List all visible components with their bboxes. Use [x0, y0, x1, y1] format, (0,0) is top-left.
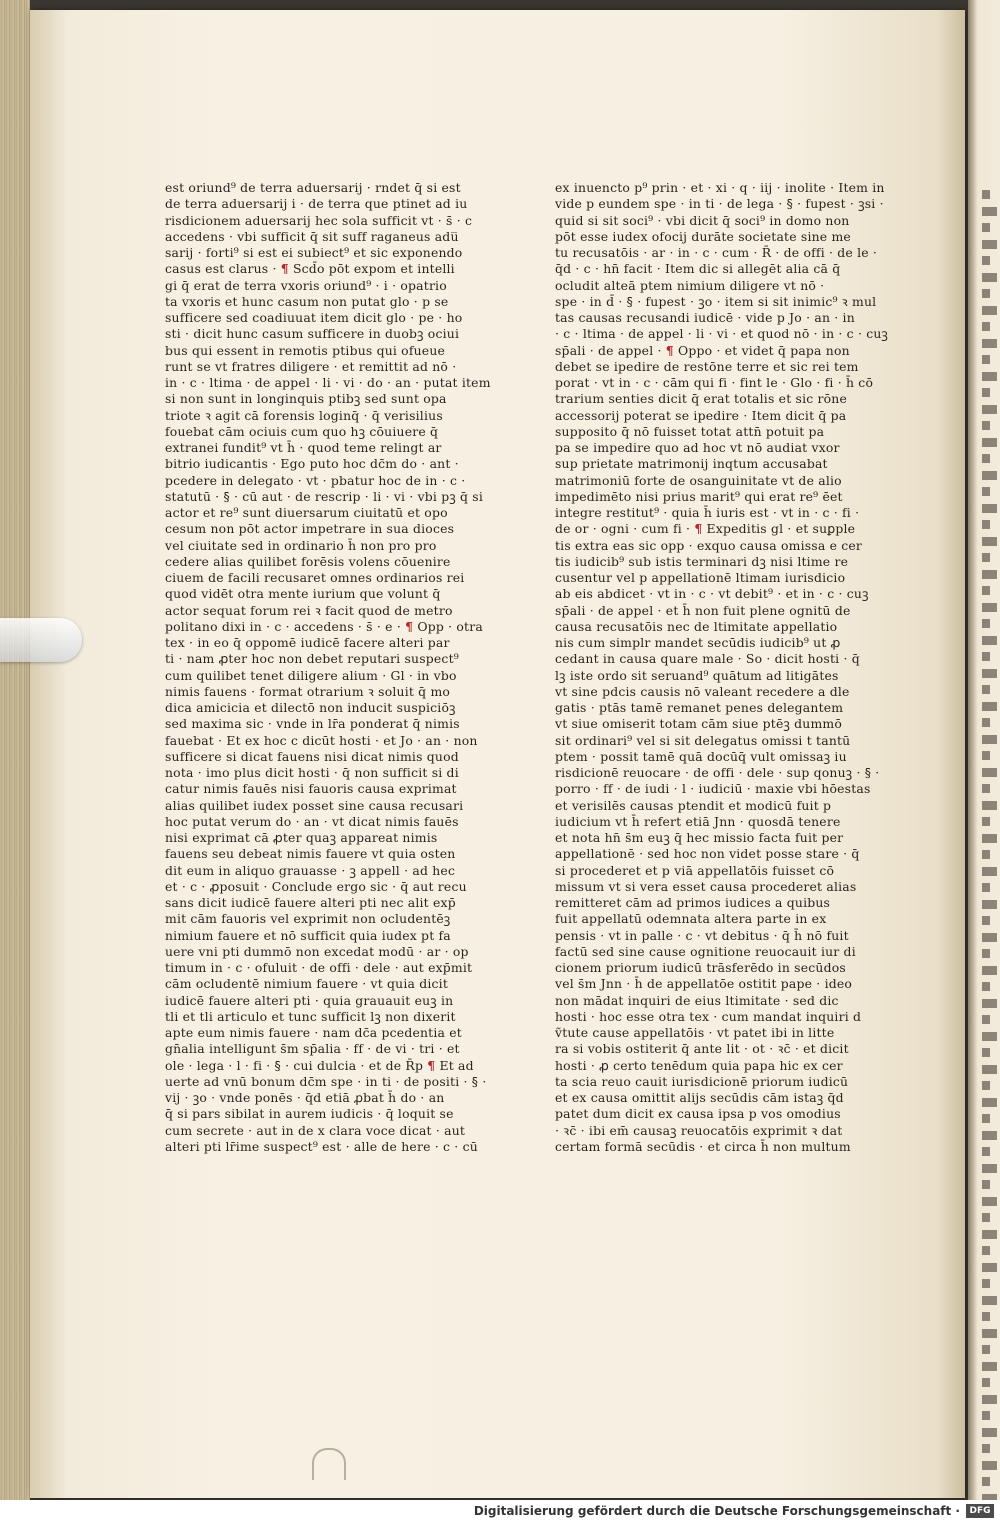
text-line: et ex causa omittit alijs secūdis cām istaꝫ q̄d — [555, 1090, 844, 1105]
facing-page-text-fragment — [982, 966, 997, 975]
facing-page-text-fragment — [982, 669, 997, 678]
text-line: sans dicit iudicē fauere alteri pti nec alit exp̄ — [165, 895, 456, 910]
text-line: ex inuencto p⁹ prin · et · xi · q · iij · inolite · Item in — [555, 180, 885, 195]
text-line: risdicionem aduersarij hec sola sufficit vt · s̄ · c — [165, 212, 473, 228]
facing-page-text-fragment — [982, 570, 997, 579]
facing-page-text-fragment — [982, 652, 990, 661]
facing-page-text-fragment — [982, 1362, 997, 1371]
text-line: factū sed sine cause ognitione reuocauit iur di — [555, 943, 856, 959]
facing-page-text-fragment — [982, 256, 990, 265]
text-line: actor sequat forum rei ꝛ facit quod de metro — [165, 602, 453, 618]
text-line: risdicionē reuocare · de offi · dele · sup qonuꝫ · §̄ · — [555, 765, 880, 780]
text-line: sarij · forti⁹ si est ei subiect⁹ et sic exponendo — [165, 245, 463, 260]
text-line: ta vxoris et hunc casum non putat glo · p se — [165, 293, 449, 309]
text-line: · c · ltima · de appel · li · vi · et quod nō · in · c · cuꝫ — [555, 326, 889, 342]
facing-page-text-fragment — [982, 1081, 990, 1090]
facing-page-text-fragment — [982, 999, 997, 1008]
facing-page-text-fragment — [982, 322, 990, 331]
text-line: debet se ipedire de restōne terre et sic rei tem — [555, 358, 859, 374]
text-line: q̄d · c · hn̄ facit · Item dic si allegēt alia cā q̄ — [555, 261, 841, 277]
facing-page-text-fragment — [982, 982, 990, 991]
facing-page-text-fragment — [982, 1329, 997, 1338]
text-line: tex · in eo q̄ oppomē iudicē facere alteri par — [165, 635, 450, 650]
text-line: tis extra eas sic opp · exquo causa omissa e cer — [555, 537, 863, 553]
text-line: dica amicicia et dilectō non inducit suspiciōꝫ — [165, 700, 456, 715]
facing-page-text-fragment — [982, 421, 990, 430]
facing-page-text-fragment — [982, 207, 997, 216]
facing-page-text-fragment — [982, 1015, 990, 1024]
facing-page-text-fragment — [982, 636, 997, 645]
text-line: vide p eundem spe · in ti · de lega · §̄ · fupest · ꝫsi · — [555, 196, 884, 212]
text-line: tu recusatōis · ar · in · c · cum · R̄ · de offi · de le · — [555, 245, 878, 260]
facing-page-text-fragment — [982, 273, 997, 282]
facing-page-text-fragment — [982, 438, 997, 447]
text-line: cum quilibet tenet diligere alium · Gl · in vbo — [165, 667, 457, 683]
facing-page-text-fragment — [982, 718, 990, 727]
text-line: statutū · §̄ · cū aut · de rescrip · li · vi · vbi pꝫ q̄ si — [165, 488, 484, 504]
text-line: dit eum in aliquo grauasse · ꝫ appell · ad hec — [165, 862, 456, 878]
text-line: si procederet et p viā appellatōis fuisset cō — [555, 862, 835, 878]
text-line: iudicē fauere alteri pti · quia grauauit euꝫ in — [165, 992, 454, 1008]
facing-page-text-fragment — [982, 454, 990, 463]
facing-page-text-fragment — [982, 504, 997, 513]
facing-page-edge — [968, 0, 1000, 1500]
text-line: ocludit alteā ptem nimium diligere vt nō · — [555, 277, 825, 293]
text-line: cedere alias quilibet forēsis volens cōuenire — [165, 553, 451, 569]
text-line: accessorij poterat se ipedire · Item dicit q̄ pa — [555, 407, 847, 423]
text-line: ta scia reuo cauit iurisdicionē priorum iudicū — [555, 1073, 849, 1089]
text-line: mit cām fauoris vel exprimit non ocludentēꝫ — [165, 911, 451, 927]
facing-page-text-fragment — [982, 883, 990, 892]
left-text-column — [165, 180, 491, 1155]
text-line: iudicium vt h̄ refert etiā Jnn · quosdā tenere — [555, 813, 841, 829]
dfg-logo-icon: DFG — [966, 1504, 994, 1518]
text-line: catur nimis fauēs nisi fauoris causa exprimat — [165, 781, 457, 797]
text-line: · ꝛc̄ · ibi em̄ causaꝫ reuocatōis exprimit ꝛ dat — [555, 1122, 843, 1138]
facing-page-text-fragment — [982, 801, 997, 810]
text-line: sufficere sed coadiuuat item dicit glo · pe · ho — [165, 310, 463, 325]
facing-page-text-fragment — [982, 1477, 990, 1486]
text-line: bus qui essent in remotis ptibus qui ofueue — [165, 342, 446, 358]
text-line: hoc putat verum do · an · vt dicat nimis fauēs — [165, 813, 459, 829]
facing-page-text-fragment — [982, 1164, 997, 1173]
text-line: non mādat inquiri de eius ltimitate · sed dic — [555, 992, 839, 1008]
facing-page-text-fragment — [982, 405, 997, 414]
facing-page-text-fragment — [982, 1395, 997, 1404]
text-line: ab eis abdicet · vt in · c · vt debit⁹ · et in · c · cuꝫ — [555, 586, 869, 602]
text-line: quid si sit soci⁹ · vbi dicit q̄ soci⁹ in domo non — [555, 212, 850, 228]
text-line: de or · ogni · cum fi · ¶ Expeditis gl · et suꝑple — [555, 521, 856, 537]
text-line: cedant in causa quare male · So · dicit hosti · q̄ — [555, 651, 860, 667]
facing-page-text-fragment — [982, 1263, 997, 1272]
facing-page-text-fragment — [982, 388, 990, 397]
text-line: porro · ff · de iudi · l · iudiciū · maxie vbi hōestas — [555, 781, 871, 797]
facing-page-text-fragment — [982, 933, 997, 942]
facing-page-text-fragment — [982, 900, 997, 909]
text-line: cum secrete · aut in de x clara voce dicat · aut — [165, 1122, 466, 1138]
text-line: cesum non pōt actor impetrare in sua dioces — [165, 521, 455, 537]
facing-page-text-fragment — [982, 553, 990, 562]
text-line: trarium senties dicit q̄ erat totalis et sic rōne — [555, 391, 848, 407]
footer-bar — [0, 1500, 1000, 1524]
facing-page-text-fragment — [982, 1428, 997, 1437]
facing-page-text-fragment — [982, 471, 997, 480]
facing-page-text-fragment — [982, 817, 990, 826]
text-line: supposito q̄ nō fuisset totat attn̄ potuit pa — [555, 423, 825, 439]
facing-page-text-fragment — [982, 768, 997, 777]
book-edge — [0, 0, 30, 1500]
text-line: ra si vobis ostiterit q̄ ante lit · ot · ꝛc̄ · et dicit — [555, 1041, 849, 1057]
text-line: et verisilēs causas ptendit et modicū fuit p — [555, 797, 832, 813]
text-line: pcedere in delegato · vt · pbatur hoc de in · c · — [165, 472, 466, 488]
text-line: de terra aduersarij i · de terra que ptinet ad iu — [165, 196, 468, 212]
facing-page-text-fragment — [982, 1312, 990, 1321]
text-line: apte eum nimis fauere · nam dc̄a pcedentia et — [165, 1025, 462, 1040]
facing-page-text-fragment — [982, 240, 997, 249]
text-line: matrimoniū forte de osanguinitate vt de alio — [555, 472, 842, 488]
text-line: nisi exprimat cā ꝓter quaꝫ appareat nimis — [165, 830, 438, 845]
text-line: runt se vt fratres diligere · et remittit ad nō · — [165, 358, 457, 374]
text-line: vel s̄m Jnn · h̄ de appellatōe ostitit pape · ideo — [555, 976, 853, 992]
facing-page-text-fragment — [982, 355, 990, 364]
text-line: sufficere si dicat fauens nisi dicat nimis quod — [165, 748, 459, 764]
facing-page-text-fragment — [982, 289, 990, 298]
facing-page-text-fragment — [982, 1213, 990, 1222]
text-line: remitteret cām ad primos iudices a quibus — [555, 895, 831, 910]
facing-page-text-fragment — [982, 306, 997, 315]
facing-page-text-fragment — [982, 372, 997, 381]
text-line: cām ocludentē nimium fauere · vt quia dicit — [165, 976, 449, 992]
text-line: triote ꝛ agit cā forensis loginq̄ · q̄ verisilius — [165, 407, 443, 423]
facing-page-text-fragment — [982, 784, 990, 793]
facing-page-text-fragment — [982, 339, 997, 348]
text-line: hosti · hoc esse otra tex · cum mandat inquiri d — [555, 1008, 862, 1024]
text-line: fauebat · Et ex hoc c dicūt hosti · et Jo · an · non — [165, 732, 478, 748]
text-line: alias quilibet iudex posset sine causa recusari — [165, 797, 464, 813]
facing-page-text-fragment — [982, 1279, 990, 1288]
facing-page-text-fragment — [982, 1197, 997, 1206]
text-line: appellationē · sed hoc non videt posse stare · q̄ — [555, 846, 860, 862]
text-line: si non sunt in longinquis ptibꝫ sed sunt opa — [165, 391, 447, 407]
text-line: lꝫ iste ordo sit seruand⁹ quātum ad litigātes — [555, 667, 839, 683]
text-line: ṽtute cause appellatōis · vt patet ibi in litte — [555, 1025, 835, 1040]
facing-page-text-fragment — [982, 1461, 997, 1470]
text-line: sp̄ali · de appel · et h̄ non fuit plene ognitū de — [555, 602, 851, 618]
text-line: fouebat cām ociuis cum quo hꝫ cōuiuere q̄ — [165, 423, 439, 439]
text-line: sti · dicit hunc casum sufficere in duobꝫ ociui — [165, 326, 460, 342]
facing-page-text-fragment — [982, 190, 990, 199]
text-line: pōt esse iudex ofocij durāte societate sine me — [555, 228, 851, 244]
text-line: sed maxima sic · vnde in lr̄a ponderat q̄ nimis — [165, 716, 460, 732]
right-text-column — [555, 180, 889, 1155]
facing-page-text-fragment — [982, 1147, 990, 1156]
facing-page-text-fragment — [982, 603, 997, 612]
facing-page-text-fragment — [982, 586, 990, 595]
facing-page-text-fragment — [982, 537, 997, 546]
facing-page-text-fragment — [982, 1444, 990, 1453]
text-line: cusentur vel p appellationē ltimam iurisdicio — [555, 570, 846, 585]
text-line: patet dum dicit ex causa ipsa p vos omodius — [555, 1106, 841, 1122]
text-line: porat · vt in · c · cām qui fi · fint le · Glo · fi · h̄ cō — [555, 375, 874, 390]
text-line: tas causas recusandi iudicē · vide p Jo · an · in — [555, 310, 855, 325]
facing-page-text-fragment — [982, 487, 990, 496]
text-line: et · c · ꝓposuit · Conclude ergo sic · q̄ aut recu — [165, 878, 467, 894]
text-line: nimis fauens · format otrarium ꝛ soluit q̄ mo — [165, 683, 451, 699]
facing-page-text-fragment — [982, 223, 990, 232]
facing-page-text-fragment — [982, 834, 997, 843]
text-line: fuit appellatū odemnata altera parte in ex — [555, 911, 827, 927]
facing-page-text-fragment — [982, 1230, 997, 1239]
facing-page-text-fragment — [982, 1411, 990, 1420]
text-line: casus est clarus · ¶ Scd̄o pōt expom et intelli — [165, 261, 455, 277]
footer-credit: Digitalisierung gefördert durch die Deutsche Forschungsgemeinschaft · — [473, 1504, 960, 1518]
facing-page-text-fragment — [982, 619, 990, 628]
facing-page-text-fragment — [982, 949, 990, 958]
facing-page-text-fragment — [982, 1180, 990, 1189]
facing-page-text-fragment — [982, 735, 997, 744]
facing-page-text-fragment — [982, 1131, 997, 1140]
text-line: accedens · vbi sufficit q̄ sit suff raganeus adu̅ — [165, 228, 459, 244]
text-line: pa se impedire quo ad hoc vt nō audiat vxor — [555, 440, 840, 455]
text-line: gi q̄ erat de terra vxoris oriund⁹ · i · opatrio — [165, 277, 447, 293]
facing-page-text-fragment — [982, 916, 990, 925]
text-line: nimium fauere et nō sufficit quia iudex pt fa — [165, 927, 451, 943]
facing-page-text-fragment — [982, 1296, 997, 1305]
text-line: integre restitut⁹ · quia h̄ iuris est · vt in · c · fi · — [555, 505, 860, 520]
facing-page-text-fragment — [982, 867, 997, 876]
text-line: nota · imo plus dicit hosti · q̄ non sufficit si di — [165, 765, 459, 780]
text-line: q̄ si pars sibilat in aurem iudicis · q̄ loquit se — [165, 1106, 454, 1122]
facing-page-text-fragment — [982, 751, 990, 760]
text-line: ciuem de facili recusaret omnes ordinarios rei — [165, 570, 465, 585]
text-line: ti · nam ꝓter hoc non debet reputari suspect⁹ — [165, 651, 459, 667]
text-line: bitrio iudicantis · Ego puto hoc dc̄m do · ant · — [165, 456, 459, 472]
text-line: timum in · c · ofuluit · de offi · dele · aut exp̄mit — [165, 960, 473, 975]
facing-page-text-fragment — [982, 685, 990, 694]
text-line: uere vni pti dummō non excedat modū · ar · op — [165, 943, 469, 959]
facing-page-text-fragment — [982, 520, 990, 529]
facing-page-text-fragment — [982, 1048, 990, 1057]
text-line: actor et re⁹ sunt diuersarum ciuitatū et opo — [165, 505, 448, 520]
facing-page-text-fragment — [982, 1032, 997, 1041]
facing-page-text-fragment — [982, 1098, 997, 1107]
text-line: sup prietate matrimonij inqtum accusabat — [555, 456, 828, 472]
text-line: gatis · ptās tamē remanet penes delegantem — [555, 700, 844, 715]
facing-page-text-fragment — [982, 1065, 997, 1074]
text-line: sit ordinari⁹ vel si sit delegatus omissi t tantū — [555, 732, 851, 748]
text-line: pensis · vt in palle · c · vt debitus · q̄ h̄ nō fuit — [555, 927, 849, 943]
text-line: est oriund⁹ de terra aduersarij · rndet q̄ si est — [165, 180, 461, 195]
facing-page-text-fragment — [982, 1114, 990, 1123]
text-line: ole · lega · l · fi · §̄ · cui dulcia · et de R̄p ¶ Et ad — [165, 1057, 474, 1073]
text-line: vt siue omiserit totam cām siue ptēꝫ dummō — [555, 716, 843, 732]
text-line: gn̄alia intelligunt s̄m sp̄alia · ff · de vi · tri · et — [165, 1041, 460, 1057]
facing-page-text-fragment — [982, 702, 997, 711]
text-line: sp̄ali · de appel · ¶ Oppo · et videt q̄ papa non — [555, 342, 850, 358]
text-line: et nota hn̄ s̄m euꝫ q̄ hec missio facta fuit per — [555, 830, 844, 845]
text-line: cionem priorum iudicū trāsferēdo in secūdos — [555, 960, 846, 975]
text-line: extranei fundit⁹ vt h̄ · quod teme relingt ar — [165, 440, 442, 455]
text-line: ptem · possit tamē quā docūq̄ vult omissaꝫ iu — [555, 748, 847, 764]
text-line: certam formā secūdis · et circa h̄ non multum — [555, 1138, 851, 1154]
text-line: alteri pti lr̄ime suspect⁹ est · alle de here · c · cū — [165, 1138, 478, 1154]
text-line: nis cum simplr mandet secūdis iudicib⁹ ut ꝓ — [555, 635, 841, 650]
text-line: tis iudicib⁹ sub istis terminari dꝫ nisi ltime re — [555, 553, 849, 569]
text-line: fauens seu debeat nimis fauere vt quia osten — [165, 846, 456, 862]
text-line: causa recusatōis nec de ltimitate appellatio — [555, 618, 838, 634]
text-line: tli et tli articulo et tunc sufficit lꝫ non dixerit — [165, 1008, 456, 1024]
facing-page-text-fragment — [982, 1246, 990, 1255]
facing-page-text-fragment — [982, 1345, 990, 1354]
text-line: missum vt si vera esset causa procederet alias — [555, 878, 857, 894]
text-line: hosti · ꝓ certo tenēdum quia papa hic ex cer — [555, 1057, 843, 1073]
text-line: vt sine pdcis causis nō valeant recedere a dle — [555, 683, 850, 699]
text-line: quod vidēt otra mente iurium que volunt q̄ — [165, 586, 441, 602]
facing-page-text-fragment — [982, 1378, 990, 1387]
facing-page-text-fragment — [982, 850, 990, 859]
text-line: impedimēto nisi prius marit⁹ qui erat re⁹ ēet — [555, 488, 843, 504]
text-line: in · c · ltima · de appel · li · vi · do · an · putat item — [165, 375, 491, 390]
bookmark-strip — [0, 618, 82, 662]
text-line: uerte ad vnū bonum dc̄m spe · in ti · de positi · §̄ · — [165, 1073, 487, 1089]
text-line: politano dixi in · c · accedens · s̄ · e · ¶ Opp · otra — [165, 618, 483, 634]
text-line: vij · ꝫo · vnde ponēs · q̄d etiā ꝓbat h̄ do · an — [165, 1090, 445, 1105]
page-clip — [312, 1448, 346, 1480]
text-line: spe · in d̄ · §̄ · fupest · ꝫo · item si sit inimic⁹ ꝛ mul — [555, 293, 877, 309]
text-line: vel ciuitate sed in ordinario h̄ non pro pro — [165, 537, 437, 553]
